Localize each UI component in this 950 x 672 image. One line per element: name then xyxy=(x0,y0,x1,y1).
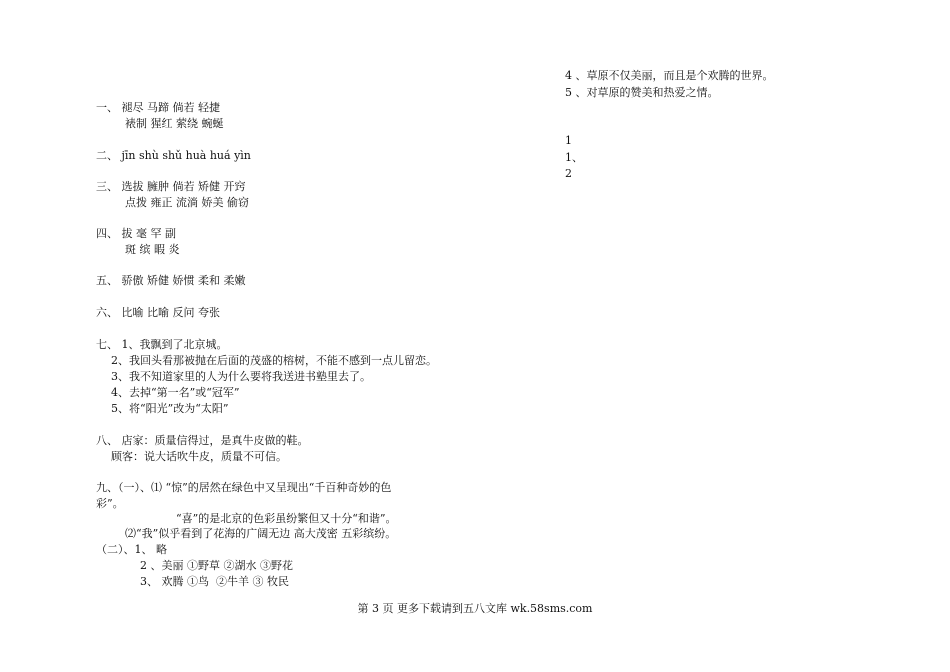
answer-section-5: 五、 骄傲 矫健 娇惯 柔和 柔嫩 xyxy=(96,274,246,287)
answer-section-4-line-b: 斑 缤 暇 炎 xyxy=(125,243,180,256)
answer-section-7-item-1: 七、 1、我飘到了北京城。 xyxy=(96,338,228,351)
answer-section-9-line-b: 彩”。 xyxy=(96,497,124,510)
answer-section-7-item-2: 2、我回头看那被抛在后面的茂盛的榕树，不能不感到一点儿留恋。 xyxy=(111,354,437,367)
answer-section-9-line-f: 2 、美丽 ①野草 ②湖水 ③野花 xyxy=(140,559,293,572)
answer-section-9-line-a: 九、（一）、⑴ “惊”的居然在绿色中又呈现出“千百种奇妙的色 xyxy=(96,481,392,494)
right-item-4: 4 、草原不仅美丽，而且是个欢腾的世界。 xyxy=(565,69,774,82)
answer-section-3-line-a: 三、 选拔 臃肿 倘若 矫健 开窍 xyxy=(96,180,246,193)
right-number-1: 1 xyxy=(565,134,572,147)
page-footer: 第 3 页 更多下载请到五八文库 wk.58sms.com xyxy=(357,602,593,615)
answer-section-9-line-c: “喜”的是北京的色彩虽纷繁但又十分“和谐”。 xyxy=(176,512,397,525)
answer-section-3-line-b: 点拨 雍正 流淌 娇美 偷窃 xyxy=(125,196,249,209)
answer-section-2: 二、 jīn shù shǔ huà huá yìn xyxy=(96,149,251,162)
answer-section-7-item-3: 3、我不知道家里的人为什么要将我送进书塾里去了。 xyxy=(111,370,371,383)
answer-section-7-item-5: 5、将“阳光”改为“太阳” xyxy=(111,402,229,415)
right-item-5: 5 、对草原的赞美和热爱之情。 xyxy=(565,86,719,99)
answer-section-8-line-b: 顾客：说大话吹牛皮，质量不可信。 xyxy=(111,450,287,463)
answer-section-1-line-b: 裱制 猩红 萦绕 蜿蜒 xyxy=(125,117,224,130)
right-number-1b: 1、 xyxy=(565,151,583,164)
answer-section-6: 六、 比喻 比喻 反问 夸张 xyxy=(96,306,220,319)
answer-section-9-line-e: （二）、1、 略 xyxy=(96,543,167,556)
right-number-2: 2 xyxy=(565,167,572,180)
answer-section-4-line-a: 四、 拔 毫 罕 副 xyxy=(96,227,176,240)
answer-section-9-line-g: 3、 欢腾 ①鸟 ②牛羊 ③ 牧民 xyxy=(140,575,289,588)
answer-section-9-line-d: ⑵“我”似乎看到了花海的广阔无边 高大茂密 五彩缤纷。 xyxy=(125,527,397,540)
answer-section-7-item-4: 4、去掉“第一名”或“冠军” xyxy=(111,386,240,399)
answer-section-8-line-a: 八、 店家：质量信得过，是真牛皮做的鞋。 xyxy=(96,434,309,447)
answer-section-1-line-a: 一、 褪尽 马蹄 倘若 轻捷 xyxy=(96,101,220,114)
